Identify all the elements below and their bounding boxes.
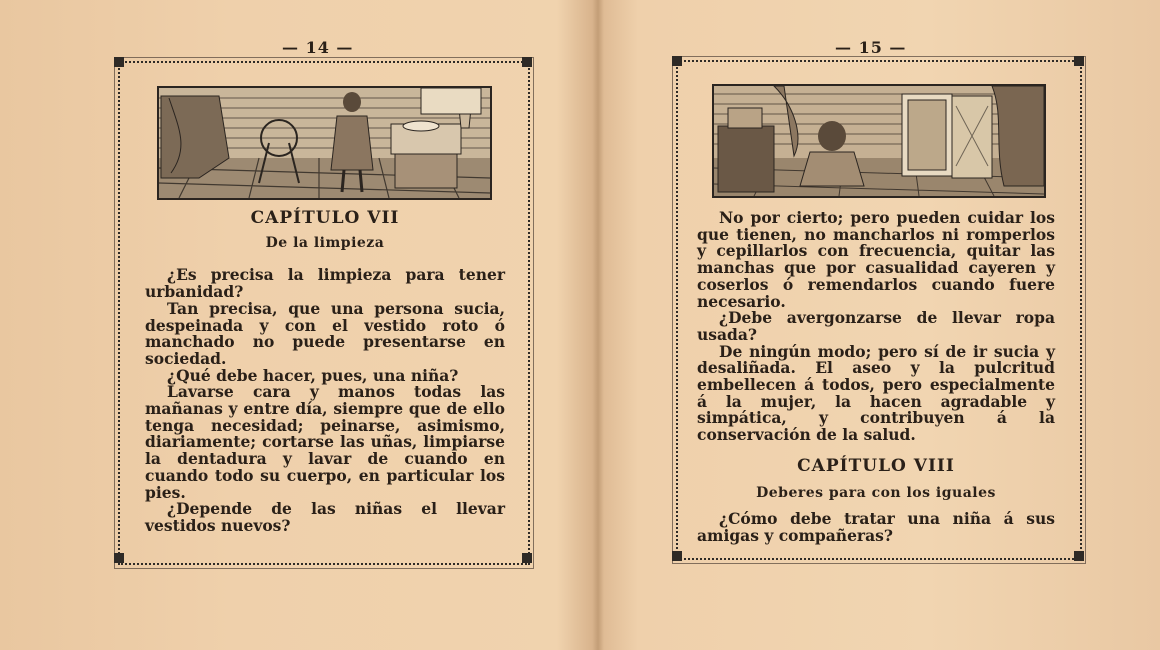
border-corner [672, 551, 682, 561]
paragraph: No por cierto; pero pueden cuidar los que tienen, no mancharlos ni romperlos y cepillarlos con frecuencia, quitar las manchas que por casualidad cayeren y coserlos ó remendarlos cuando fuere necesario. [697, 208, 1055, 311]
border-corner [522, 553, 532, 563]
right-page [600, 0, 1160, 650]
paragraph: ¿Debe avergonzarse de llevar ropa usada? [697, 308, 1055, 344]
paragraph: ¿Cómo debe tratar una niña á sus amigas y compañeras? [697, 509, 1055, 545]
right-page-text [697, 210, 1055, 545]
paragraph: Lavarse cara y manos todas las mañanas y entre día, siempre que de ello tenga necesidad; peinarse, asimismo, diariamente; cortarse las uñas, limpiarse la dentadura y lavar de cuando en cuando todo su cuerpo, en particular los pies. [145, 382, 505, 502]
engraving-girl-washing-illustration [157, 86, 492, 200]
engraving-girl-seated-illustration [712, 84, 1046, 198]
page-number-15: — 15 — [835, 38, 907, 57]
paragraph: Tan precisa, que una persona sucia, despeinada y con el vestido roto ó manchado no puede presentarse en sociedad. [145, 298, 505, 368]
border-corner [522, 57, 532, 67]
border-corner [672, 56, 682, 66]
border-corner [1074, 56, 1084, 66]
page-number-14: — 14 — [282, 38, 354, 57]
chapter-title: CAPÍTULO VIII [797, 455, 955, 476]
chapter-subtitle: Deberes para con los iguales [756, 484, 996, 501]
chapter-title: CAPÍTULO VII [250, 208, 400, 228]
border-corner [114, 553, 124, 563]
border-corner [1074, 551, 1084, 561]
paragraph: ¿Depende de las niñas el llevar vestidos nuevos? [145, 499, 505, 535]
paragraph: De ningún modo; pero sí de ir sucia y desaliñada. El aseo y la pulcritud embellecen á todos, pero especialmente á la mujer, la hacen agradable y simpática, y contribuyen á la conservación de la salud. [697, 341, 1055, 445]
chapter-subtitle: De la limpieza [265, 234, 385, 251]
border-corner [114, 57, 124, 67]
paragraph: ¿Es precisa la limpieza para tener urbanidad? [145, 265, 505, 302]
left-page-text [145, 210, 505, 535]
paragraph: ¿Qué debe hacer, pues, una niña? [167, 365, 459, 385]
